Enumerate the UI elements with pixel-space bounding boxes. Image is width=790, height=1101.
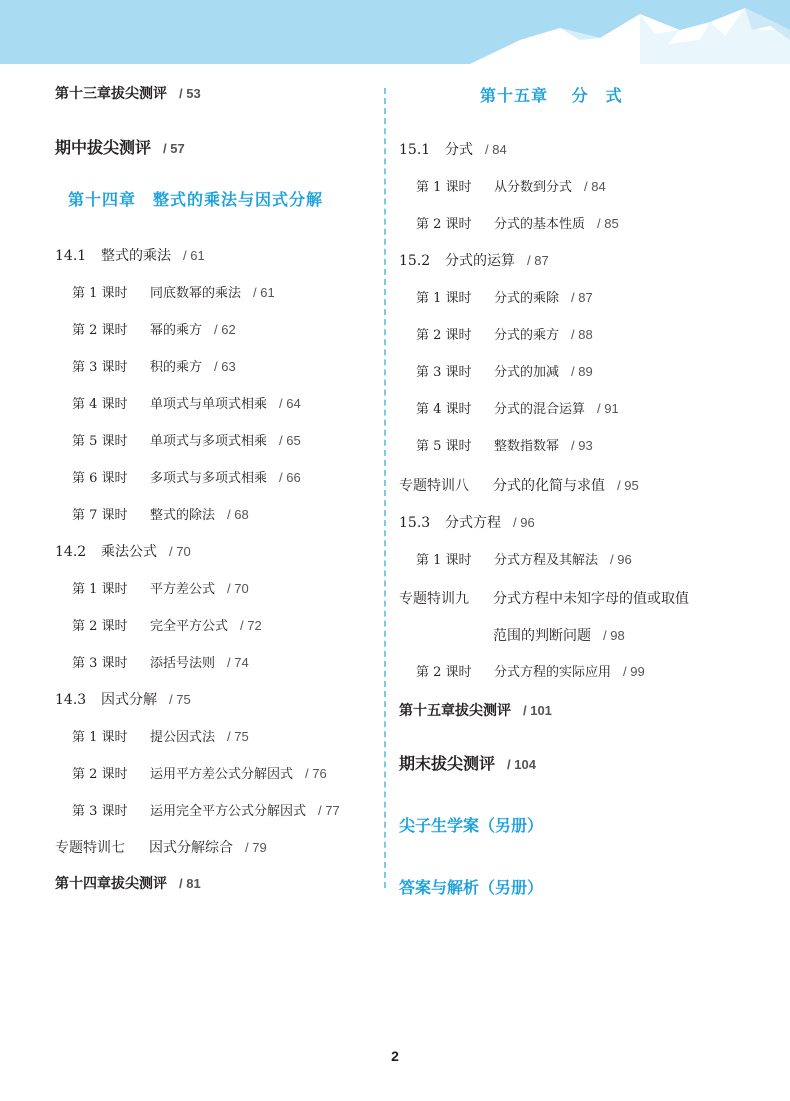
entry-page: / 95 bbox=[617, 478, 639, 493]
entry-title: 整式的除法 bbox=[150, 508, 216, 523]
entry-continuation bbox=[493, 626, 625, 646]
chapter-heading bbox=[480, 86, 623, 106]
entry-number: 第 1 课时 bbox=[416, 553, 472, 568]
entry-title: 整数指数幂 bbox=[494, 439, 560, 454]
entry-page: / 85 bbox=[597, 216, 619, 231]
lesson-entry bbox=[416, 214, 619, 235]
lesson-entry bbox=[416, 362, 593, 383]
chapter-test-entry bbox=[55, 84, 201, 104]
entry-title: 分式方程 bbox=[445, 515, 501, 531]
entry-title: 分式的乘除 bbox=[494, 291, 560, 306]
lesson-entry bbox=[416, 177, 606, 198]
entry-page: / 87 bbox=[527, 253, 549, 268]
entry-title: 期末拔尖测评 bbox=[399, 754, 496, 773]
section-entry bbox=[55, 246, 205, 266]
entry-page: / 79 bbox=[245, 840, 267, 855]
lesson-entry bbox=[72, 357, 236, 378]
lesson-entry bbox=[72, 505, 249, 526]
entry-page: / 84 bbox=[485, 142, 507, 157]
entry-title: 多项式与多项式相乘 bbox=[150, 471, 268, 486]
entry-title: 添括号法则 bbox=[150, 656, 216, 671]
entry-page: / 66 bbox=[279, 470, 301, 485]
entry-title: 运用完全平方公式分解因式 bbox=[150, 804, 307, 819]
entry-number: 专题特训九 bbox=[399, 591, 469, 607]
entry-page: / 84 bbox=[584, 179, 606, 194]
entry-page: / 62 bbox=[214, 322, 236, 337]
entry-title: 分式的基本性质 bbox=[494, 217, 586, 232]
entry-number: 第 1 课时 bbox=[72, 730, 128, 745]
entry-number: 14.1 bbox=[55, 248, 87, 264]
entry-page: / 64 bbox=[279, 396, 301, 411]
entry-number: 第 4 课时 bbox=[416, 402, 472, 417]
entry-number: 第 1 课时 bbox=[72, 286, 128, 301]
lesson-entry bbox=[72, 320, 236, 341]
entry-number: 第 2 课时 bbox=[72, 619, 128, 634]
entry-title: 期中拔尖测评 bbox=[55, 138, 152, 157]
entry-page: / 61 bbox=[253, 285, 275, 300]
lesson-entry bbox=[416, 288, 593, 309]
entry-title: 因式分解综合 bbox=[149, 840, 233, 856]
section-entry bbox=[399, 251, 549, 271]
lesson-entry bbox=[72, 468, 301, 489]
lesson-entry bbox=[72, 283, 275, 304]
entry-number: 15.3 bbox=[399, 515, 431, 531]
entry-title: 分式方程中未知字母的值或取值 bbox=[493, 591, 689, 607]
entry-page: / 98 bbox=[603, 628, 625, 643]
chapter-test-entry bbox=[399, 701, 552, 721]
lesson-entry bbox=[72, 727, 249, 748]
entry-title: 运用平方差公式分解因式 bbox=[150, 767, 294, 782]
entry-title: 提公因式法 bbox=[150, 730, 216, 745]
lesson-entry bbox=[72, 653, 249, 674]
entry-page: / 104 bbox=[507, 757, 536, 772]
lesson-entry bbox=[72, 579, 249, 600]
entry-page: / 93 bbox=[571, 438, 593, 453]
mountain-illustration bbox=[0, 0, 790, 64]
entry-page: / 75 bbox=[227, 729, 249, 744]
entry-number: 第 2 课时 bbox=[416, 665, 472, 680]
entry-page: / 70 bbox=[169, 544, 191, 559]
entry-title: 分式的混合运算 bbox=[494, 402, 586, 417]
entry-page: / 65 bbox=[279, 433, 301, 448]
lesson-entry bbox=[416, 325, 593, 346]
lesson-entry bbox=[416, 436, 593, 457]
entry-title: 积的乘方 bbox=[150, 360, 203, 375]
entry-number: 第 1 课时 bbox=[416, 291, 472, 306]
entry-number: 第 1 课时 bbox=[416, 180, 472, 195]
entry-title: 幂的乘方 bbox=[150, 323, 203, 338]
entry-page: / 81 bbox=[179, 876, 201, 891]
entry-page: / 96 bbox=[610, 552, 632, 567]
entry-page: / 87 bbox=[571, 290, 593, 305]
entry-number: 第 2 课时 bbox=[416, 328, 472, 343]
entry-title: 分式的化简与求值 bbox=[493, 478, 605, 494]
entry-title: 第十四章拔尖测评 bbox=[55, 876, 167, 892]
entry-title: 分式的运算 bbox=[445, 253, 515, 269]
entry-title: 平方差公式 bbox=[150, 582, 216, 597]
entry-number: 第 7 课时 bbox=[72, 508, 128, 523]
entry-title: 分式方程的实际应用 bbox=[494, 665, 612, 680]
entry-number: 第 2 课时 bbox=[72, 767, 128, 782]
page-number: 2 bbox=[391, 1048, 399, 1064]
entry-number: 第 5 课时 bbox=[416, 439, 472, 454]
entry-title: 答案与解析（另册） bbox=[399, 878, 544, 897]
lesson-entry bbox=[72, 431, 301, 452]
lesson-entry bbox=[72, 801, 340, 822]
entry-title: 同底数幂的乘法 bbox=[150, 286, 242, 301]
entry-number: 15.1 bbox=[399, 142, 431, 158]
entry-page: / 75 bbox=[169, 692, 191, 707]
entry-title: 乘法公式 bbox=[101, 544, 157, 560]
header-banner bbox=[0, 0, 790, 64]
entry-number: 第 3 课时 bbox=[72, 804, 128, 819]
section-entry bbox=[399, 140, 507, 160]
lesson-entry bbox=[416, 399, 619, 420]
entry-page: / 70 bbox=[227, 581, 249, 596]
entry-page: / 77 bbox=[318, 803, 340, 818]
entry-number: 第 3 课时 bbox=[72, 656, 128, 671]
entry-page: / 96 bbox=[513, 515, 535, 530]
column-divider bbox=[384, 88, 386, 888]
entry-title: 单项式与多项式相乘 bbox=[150, 434, 268, 449]
entry-title: 分式的乘方 bbox=[494, 328, 560, 343]
entry-title: 尖子生学案（另册） bbox=[399, 816, 544, 835]
entry-page: / 68 bbox=[227, 507, 249, 522]
section-entry bbox=[55, 690, 191, 710]
entry-title: 分式方程及其解法 bbox=[494, 553, 599, 568]
entry-page: / 63 bbox=[214, 359, 236, 374]
entry-number: 14.2 bbox=[55, 544, 87, 560]
entry-title: 范围的判断问题 bbox=[493, 628, 591, 644]
entry-title: 分式 bbox=[445, 142, 473, 158]
chapter-heading bbox=[68, 190, 323, 210]
entry-title: 因式分解 bbox=[101, 692, 157, 708]
entry-title: 从分数到分式 bbox=[494, 180, 573, 195]
special-training-entry bbox=[399, 476, 639, 496]
entry-page: / 57 bbox=[163, 141, 185, 156]
exam-test-entry bbox=[399, 754, 536, 775]
entry-number: 第 2 课时 bbox=[72, 323, 128, 338]
entry-title: 分式的加减 bbox=[494, 365, 560, 380]
section-entry bbox=[55, 542, 191, 562]
entry-number: 14.3 bbox=[55, 692, 87, 708]
entry-title: 整式的乘法 bbox=[101, 248, 171, 264]
entry-title: 单项式与单项式相乘 bbox=[150, 397, 268, 412]
entry-title: 第十三章拔尖测评 bbox=[55, 86, 167, 102]
entry-page: / 72 bbox=[240, 618, 262, 633]
entry-number: 第 6 课时 bbox=[72, 471, 128, 486]
lesson-entry bbox=[72, 764, 327, 785]
supplement-entry bbox=[399, 878, 543, 898]
entry-page: / 101 bbox=[523, 703, 552, 718]
entry-page: / 91 bbox=[597, 401, 619, 416]
lesson-entry bbox=[72, 616, 262, 637]
entry-number: 第 3 课时 bbox=[72, 360, 128, 375]
special-training-entry bbox=[55, 838, 267, 858]
entry-title: 第十四章 整式的乘法与因式分解 bbox=[68, 190, 324, 209]
entry-number: 专题特训七 bbox=[55, 840, 125, 856]
supplement-entry bbox=[399, 816, 543, 836]
special-training-entry bbox=[399, 589, 689, 609]
entry-page: / 53 bbox=[179, 86, 201, 101]
entry-number: 第 1 课时 bbox=[72, 582, 128, 597]
entry-number: 第 4 课时 bbox=[72, 397, 128, 412]
entry-number: 15.2 bbox=[399, 253, 431, 269]
chapter-test-entry bbox=[55, 874, 201, 894]
entry-page: / 74 bbox=[227, 655, 249, 670]
entry-number: 专题特训八 bbox=[399, 478, 469, 494]
entry-number: 第 2 课时 bbox=[416, 217, 472, 232]
entry-number: 第 5 课时 bbox=[72, 434, 128, 449]
entry-page: / 99 bbox=[623, 664, 645, 679]
lesson-entry bbox=[72, 394, 301, 415]
exam-test-entry bbox=[55, 138, 185, 159]
lesson-entry bbox=[416, 662, 645, 683]
entry-title: 第十五章拔尖测评 bbox=[399, 703, 511, 719]
entry-title: 完全平方公式 bbox=[150, 619, 229, 634]
entry-title: 第十五章 分 式 bbox=[480, 86, 623, 105]
entry-number: 第 3 课时 bbox=[416, 365, 472, 380]
section-entry bbox=[399, 513, 535, 533]
lesson-entry bbox=[416, 550, 632, 571]
entry-page: / 76 bbox=[305, 766, 327, 781]
entry-page: / 88 bbox=[571, 327, 593, 342]
entry-page: / 61 bbox=[183, 248, 205, 263]
entry-page: / 89 bbox=[571, 364, 593, 379]
